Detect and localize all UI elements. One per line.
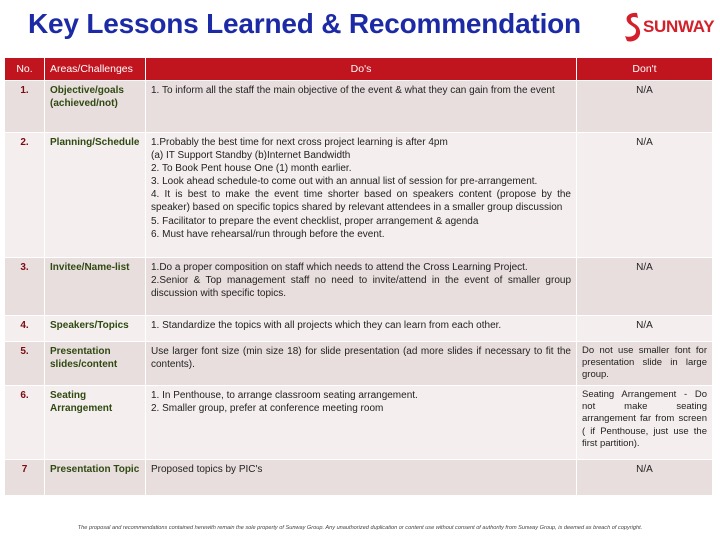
lessons-table (4, 57, 712, 496)
donts-cell: Do not use smaller font for presentation slide in large group. (577, 342, 713, 386)
dos-item: 1. Standardize the topics with all projects which they can learn from each other. (151, 320, 502, 331)
table-row (5, 342, 713, 386)
dos-item: 2.Senior & Top management staff no need to invite/attend in the event of smaller group discussion with specific topics. (151, 275, 571, 300)
copyright-footer: The proposal and recommendations contained herewith remain the sole property of Sunway Group. Any unauthorized duplication or content use without consent of authority from Sunway Group, is deemed as breach of copyright. (77, 525, 643, 531)
area-cell: Speakers/Topics (45, 316, 146, 342)
table-row (5, 258, 713, 316)
table-row (5, 316, 713, 342)
header-donts: Don't (577, 58, 713, 81)
dos-item: 1.Do a proper composition on staff which needs to attend the Cross Learning Project. (151, 262, 528, 273)
dos-item: (a) IT Support Standby (b)Internet Bandwidth (151, 150, 351, 162)
row-number: 2. (5, 133, 45, 258)
table-row (5, 386, 713, 460)
header-dos: Do's (146, 58, 577, 81)
donts-cell: N/A (577, 133, 713, 258)
donts-cell: N/A (577, 81, 713, 133)
row-number: 6. (5, 386, 45, 460)
donts-cell: N/A (577, 460, 713, 496)
header-areas: Areas/Challenges (45, 58, 146, 81)
dos-item: 2. To Book Pent house One (1) month earlier. (151, 163, 352, 175)
sunway-logo (622, 10, 715, 46)
dos-item: 2. Smaller group, prefer at conference meeting room (151, 403, 384, 415)
table-row (5, 81, 713, 133)
donts-cell: N/A (577, 258, 713, 316)
table-row (5, 133, 713, 258)
row-number: 1. (5, 81, 45, 133)
dos-item: 3. Look ahead schedule-to come out with an annual list of session for pre-arrangement. (151, 176, 538, 188)
row-number: 4. (5, 316, 45, 342)
area-cell: Seating Arrangement (45, 386, 146, 460)
header-no: No. (5, 58, 45, 81)
dos-item: 4. It is best to make the event time shorter based on speakers content (propose by the speaker) based on specific topics shared by relevant attendees in a smaller group discussion (151, 189, 571, 214)
logo-text: SUNWAY (643, 17, 715, 36)
row-number: 5. (5, 342, 45, 386)
dos-item: 1. To inform all the staff the main objective of the event & what they can gain from the event (151, 85, 555, 96)
donts-cell: N/A (577, 316, 713, 342)
area-cell: Invitee/Name-list (45, 258, 146, 316)
area-cell: Planning/Schedule (45, 133, 146, 258)
row-number: 7 (5, 460, 45, 496)
table-header-row (5, 58, 713, 81)
dos-cell (146, 316, 577, 342)
dos-cell (146, 81, 577, 133)
dos-cell (146, 386, 577, 460)
sunway-s-logo-icon (622, 10, 642, 44)
area-cell: Objective/goals (achieved/not) (45, 81, 146, 133)
dos-cell (146, 460, 577, 496)
dos-item: 6. Must have rehearsal/run through before the event. (151, 228, 385, 240)
dos-cell (146, 133, 577, 258)
donts-cell: Seating Arrangement - Do not make seating arrangement far from screen ( if Penthouse, just use the first partition). (577, 386, 713, 460)
dos-item: 1.Probably the best time for next cross project learning is after 4pm (151, 137, 448, 148)
dos-item: Proposed topics by PIC's (151, 464, 263, 475)
area-cell: Presentation slides/content (45, 342, 146, 386)
table-row (5, 460, 713, 496)
row-number: 3. (5, 258, 45, 316)
dos-item: Use larger font size (min size 18) for slide presentation (ad more slides if necessary to fit the contents). (151, 346, 571, 371)
dos-cell (146, 342, 577, 386)
area-cell: Presentation Topic (45, 460, 146, 496)
dos-item: 1. In Penthouse, to arrange classroom seating arrangement. (151, 390, 418, 401)
dos-item: 5. Facilitator to prepare the event checklist, proper arrangement & agenda (151, 215, 479, 227)
page-title: Key Lessons Learned & Recommendation (28, 8, 581, 39)
dos-cell (146, 258, 577, 316)
